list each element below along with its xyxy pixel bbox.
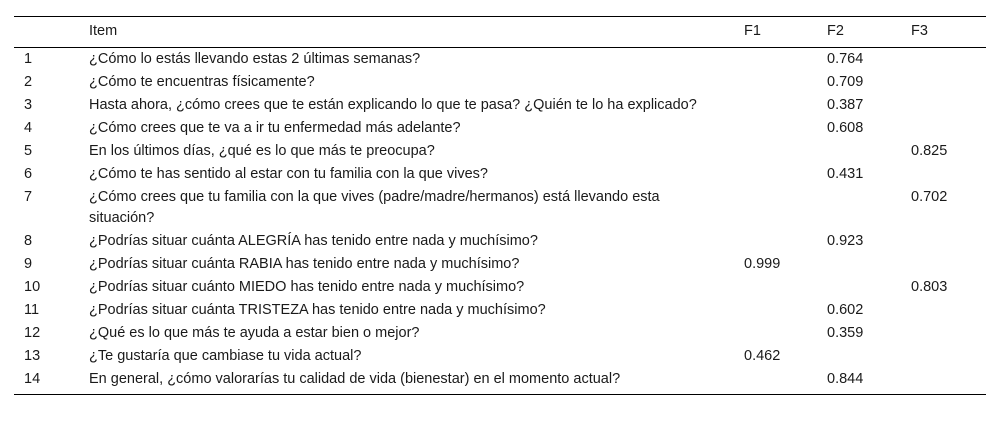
table-row	[14, 345, 986, 368]
table-row	[14, 140, 986, 163]
cell-number: 6	[24, 166, 33, 182]
cell-f3	[911, 163, 986, 186]
cell-number: 5	[24, 143, 33, 159]
cell-item: ¿Te gustaría que cambiase tu vida actual?	[89, 348, 362, 364]
cell-f3	[911, 94, 986, 117]
cell-f1	[744, 186, 827, 230]
cell-f2	[827, 253, 911, 276]
header-f3: F3	[911, 17, 986, 48]
table-body	[14, 48, 986, 395]
cell-number: 3	[24, 97, 33, 113]
cell-f3	[911, 299, 986, 322]
cell-f1	[744, 322, 827, 345]
cell-item: Hasta ahora, ¿cómo crees que te están explicando lo que te pasa? ¿Quién te lo ha explicado?	[89, 97, 697, 113]
cell-f1	[744, 48, 827, 72]
cell-f3	[911, 230, 986, 253]
cell-f3	[911, 48, 986, 72]
cell-f3	[911, 322, 986, 345]
cell-f2: 0.359	[827, 325, 864, 341]
cell-f1	[744, 117, 827, 140]
cell-f3: 0.803	[911, 279, 948, 295]
cell-f3: 0.702	[911, 189, 948, 205]
table-row	[14, 163, 986, 186]
cell-number: 1	[24, 51, 33, 67]
cell-f3	[911, 71, 986, 94]
cell-f1	[744, 299, 827, 322]
header-number	[14, 17, 89, 48]
cell-number: 2	[24, 74, 33, 90]
table-row	[14, 186, 986, 230]
cell-f2: 0.764	[827, 51, 864, 67]
cell-f2: 0.844	[827, 368, 911, 395]
table-row	[14, 368, 986, 395]
cell-item: ¿Cómo te encuentras físicamente?	[89, 74, 315, 90]
cell-f3	[911, 117, 986, 140]
cell-f2	[827, 345, 911, 368]
cell-item: ¿Podrías situar cuánto MIEDO has tenido entre nada y muchísimo?	[89, 279, 525, 295]
factor-loadings-table-wrapper	[14, 16, 986, 395]
factor-loadings-table	[14, 16, 986, 395]
cell-f3	[911, 253, 986, 276]
table-row	[14, 253, 986, 276]
cell-f3: 0.825	[911, 143, 948, 159]
cell-number: 13	[24, 348, 41, 364]
cell-f1	[744, 140, 827, 163]
cell-number: 4	[24, 120, 33, 136]
cell-item: ¿Cómo te has sentido al estar con tu familia con la que vives?	[89, 166, 488, 182]
cell-f1	[744, 163, 827, 186]
cell-item: ¿Cómo crees que tu familia con la que vives (padre/madre/hermanos) está llevando esta situación?	[89, 189, 660, 226]
cell-number: 8	[24, 233, 33, 249]
table-row	[14, 299, 986, 322]
cell-f1: 0.462	[744, 348, 781, 364]
cell-item: ¿Podrías situar cuánta RABIA has tenido entre nada y muchísimo?	[89, 256, 520, 272]
cell-item: ¿Qué es lo que más te ayuda a estar bien o mejor?	[89, 325, 420, 341]
cell-f2: 0.387	[827, 97, 864, 113]
header-f2: F2	[827, 17, 911, 48]
header-item: Item	[89, 17, 744, 48]
cell-item: ¿Podrías situar cuánta TRISTEZA has tenido entre nada y muchísimo?	[89, 302, 546, 318]
table-row	[14, 117, 986, 140]
cell-f2	[827, 140, 911, 163]
table-row	[14, 230, 986, 253]
table-header	[14, 17, 986, 48]
table-row	[14, 322, 986, 345]
header-row	[14, 17, 986, 48]
cell-item: En los últimos días, ¿qué es lo que más te preocupa?	[89, 143, 435, 159]
header-f1: F1	[744, 17, 827, 48]
cell-f2: 0.602	[827, 302, 864, 318]
cell-number: 9	[24, 256, 33, 272]
cell-number: 14	[14, 368, 89, 395]
cell-item: En general, ¿cómo valorarías tu calidad de vida (bienestar) en el momento actual?	[89, 368, 744, 395]
table-row	[14, 71, 986, 94]
cell-f1	[744, 94, 827, 117]
table-row	[14, 276, 986, 299]
cell-f3	[911, 368, 986, 395]
table-row	[14, 48, 986, 72]
cell-number: 12	[24, 325, 41, 341]
cell-f2: 0.923	[827, 233, 864, 249]
cell-f1	[744, 276, 827, 299]
cell-number: 7	[24, 189, 33, 205]
cell-number: 10	[24, 279, 41, 295]
cell-f1: 0.999	[744, 256, 781, 272]
cell-f2	[827, 186, 911, 230]
cell-number: 11	[24, 302, 40, 318]
cell-f1	[744, 71, 827, 94]
cell-f2: 0.709	[827, 74, 864, 90]
cell-item: ¿Cómo crees que te va a ir tu enfermedad más adelante?	[89, 120, 461, 136]
cell-item: ¿Cómo lo estás llevando estas 2 últimas semanas?	[89, 51, 421, 67]
cell-f1	[744, 230, 827, 253]
cell-f2	[827, 276, 911, 299]
cell-f1	[744, 368, 827, 395]
cell-f2: 0.608	[827, 120, 864, 136]
cell-item: ¿Podrías situar cuánta ALEGRÍA has tenido entre nada y muchísimo?	[89, 233, 538, 249]
table-row	[14, 94, 986, 117]
cell-f3	[911, 345, 986, 368]
cell-f2: 0.431	[827, 166, 864, 182]
